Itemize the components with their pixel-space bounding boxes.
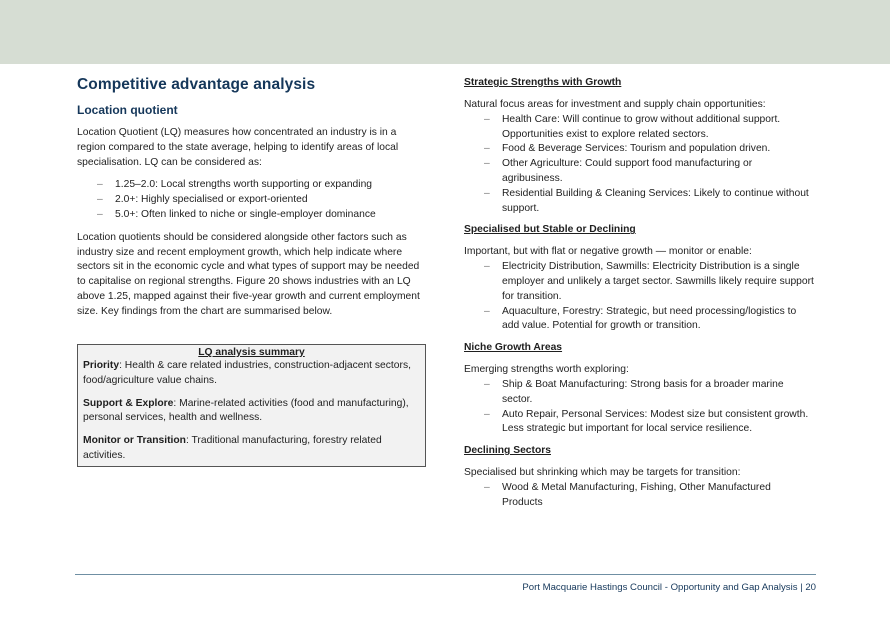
section-list [464,113,814,217]
section-heading: Specialised but Stable or Declining [464,224,636,236]
summary-text: : Marine-related activities (food and manufacturing), personal services, health and wellness. [83,397,409,424]
section-subtitle: Location quotient [77,103,178,117]
lq-range-list [77,178,427,222]
list-item: – Health Care: Will continue to grow without additional support. Opportunities exist to explore related sectors. [464,113,814,143]
summary-label: Monitor or Transition [83,435,186,447]
summary-label: Priority [83,360,120,371]
list-item: – Other Agriculture: Could support food manufacturing or agribusiness. [464,157,814,187]
right-column [464,76,814,518]
list-item: – Residential Building & Cleaning Services: Likely to continue without support. [464,187,814,217]
section-list [464,481,814,511]
section-list [464,378,814,437]
summary-text: : Traditional manufacturing, forestry related activities. [83,435,382,461]
section-declining [464,444,814,510]
section-strategic-strengths [464,76,814,216]
page-title: Competitive advantage analysis [77,76,316,93]
section-niche-growth [464,341,814,437]
list-item: – 1.25–2.0: Local strengths worth supporting or expanding [77,178,427,193]
section-lead: Natural focus areas for investment and supply chain opportunities: [464,99,766,110]
list-item: – Wood & Metal Manufacturing, Fishing, Other Manufactured Products [464,481,814,511]
section-lead: Emerging strengths worth exploring: [464,364,629,376]
list-item: – 5.0+: Often linked to niche or single-employer dominance [77,208,427,223]
list-item: – Ship & Boat Manufacturing: Strong basis for a broader marine sector. [464,378,814,408]
section-heading: Niche Growth Areas [464,342,563,354]
section-specialised-stable [464,223,814,334]
body-paragraph: Location quotients should be considered alongside other factors such as industry size and recent employment growth, which help indicate where sectors sit in the economic cycle and what types of support may be needed to capitalise on regional strengths. Figure 20 shows industries with an LQ above 1.25, mapped against their five-year growth and current employment size. Key findings from the chart are summarised below. [77,231,420,317]
summary-text: : Health & care related industries, construction-adjacent sectors, food/agriculture value chains. [83,360,411,386]
list-item: – 2.0+: Highly specialised or export-oriented [77,193,427,208]
intro-paragraph: Location Quotient (LQ) measures how concentrated an industry is in a region compared to the state average, helping to identify areas of local specialisation. LQ can be considered as: [77,127,399,168]
summary-title: LQ analysis summary [198,347,305,358]
section-lead: Specialised but shrinking which may be targets for transition: [464,467,741,479]
summary-label: Support & Explore [83,397,174,409]
header-band [0,0,890,64]
summary-item-support [83,397,420,427]
section-heading: Declining Sectors [464,445,551,457]
list-item: – Food & Beverage Services: Tourism and population driven. [464,142,814,157]
left-column [77,76,427,320]
lq-summary-box [77,344,426,467]
summary-item-priority [83,359,420,389]
list-item: – Auto Repair, Personal Services: Modest size but consistent growth. Less strategic but important for local service resilience. [464,408,814,438]
summary-item-monitor [83,434,420,464]
list-item: – Electricity Distribution, Sawmills: Electricity Distribution is a single employer and unlikely a target sector. Sawmills likely require support for transition. [464,260,814,304]
footer-divider [75,574,816,575]
section-lead: Important, but with flat or negative growth — monitor or enable: [464,246,752,258]
list-item: – Aquaculture, Forestry: Strategic, but need processing/logistics to add value. Potential for growth or transition. [464,305,814,335]
section-list [464,260,814,334]
page-footer: Port Macquarie Hastings Council - Opportunity and Gap Analysis | 20 [522,582,816,593]
section-heading: Strategic Strengths with Growth [464,77,622,88]
